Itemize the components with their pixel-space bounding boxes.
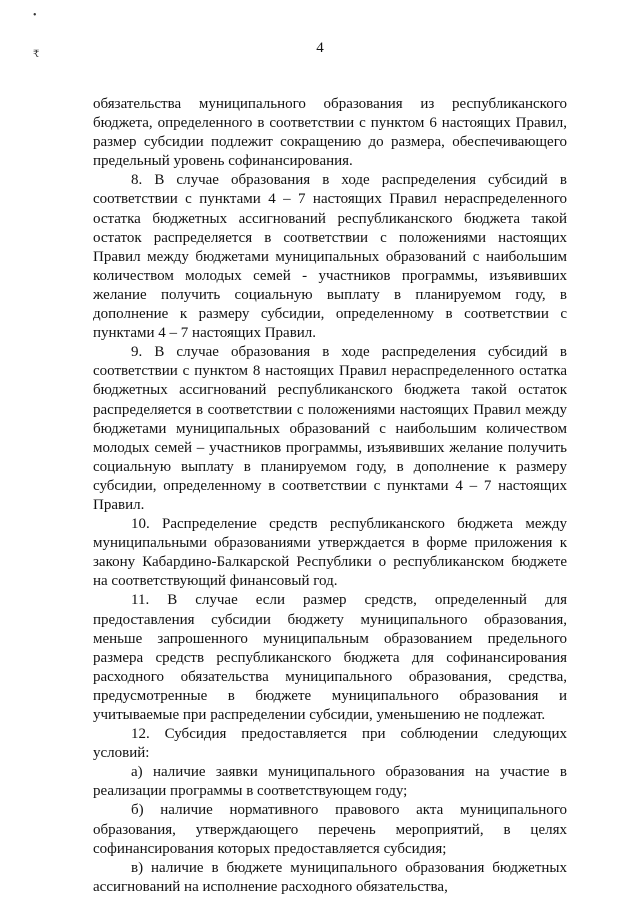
paragraph-continuation: обязательства муниципального образования из республиканского бюджета, определенного в соответствии с пунктом 6 настоящих Правил, размер субсидии подлежит сокращению до размера, обеспечивающего предельный уровень софинансирования. — [93, 96, 567, 170]
document-body — [93, 95, 567, 897]
paragraph-11: 11. В случае если размер средств, определенный для предоставления субсидии бюджету муниципального образования, меньше запрошенного муниципальным образованием предельного размера средств республиканского бюджета для софинансирования расходного обязательства муниципального образования, средства, предусмотренные в бюджете муниципального образования и учитываемые при распределении субсидии, уменьшению не подлежат. — [93, 592, 567, 723]
subitem-b: б) наличие нормативного правового акта муниципального образования, утверждающего перечень мероприятий, в целях софинансирования которых предоставляется субсидия; — [93, 802, 567, 857]
paragraph-8: 8. В случае образования в ходе распределения субсидий в соответствии с пунктами 4 – 7 настоящих Правил нераспределенного остатка бюджетных ассигнований республиканского бюджета такой остаток распределяется в соответствии с положениями настоящих Правил между бюджетами муниципальных образований с наибольшим количеством молодых семей - участников программы, изъявивших желание получить социальную выплату в планируемом году, в дополнение к размеру субсидии, определенному в соответствии с пунктами 4 – 7 настоящих Правил. — [93, 172, 567, 342]
scan-mark-top: • — [33, 10, 37, 21]
scan-mark-second: ₹ — [33, 49, 40, 60]
subitem-a: а) наличие заявки муниципального образования на участие в реализации программы в соответствующем году; — [93, 764, 567, 800]
page-number: 4 — [316, 40, 324, 56]
paragraph-9: 9. В случае образования в ходе распределения субсидий в соответствии с пунктом 8 настоящих Правил нераспределенного остатка бюджетных ассигнований республиканского бюджета такой остаток распределяется в соответствии с положениями настоящих Правил между бюджетами муниципальных образований с наибольшим количеством молодых семей – участников программы, изъявивших желание получить социальную выплату в планируемом году, в дополнение к размеру субсидии, определенному в соответствии с пунктами 4 – 7 настоящих Правил. — [93, 344, 567, 513]
paragraph-10: 10. Распределение средств республиканского бюджета между муниципальными образованиями утверждается в форме приложения к закону Кабардино-Балкарской Республики о республиканском бюджете на соответствующий финансовый год. — [93, 516, 567, 590]
paragraph-12: 12. Субсидия предоставляется при соблюдении следующих условий: — [93, 726, 567, 762]
subitem-v: в) наличие в бюджете муниципального образования бюджетных ассигнований на исполнение расходного обязательства, — [93, 859, 567, 895]
